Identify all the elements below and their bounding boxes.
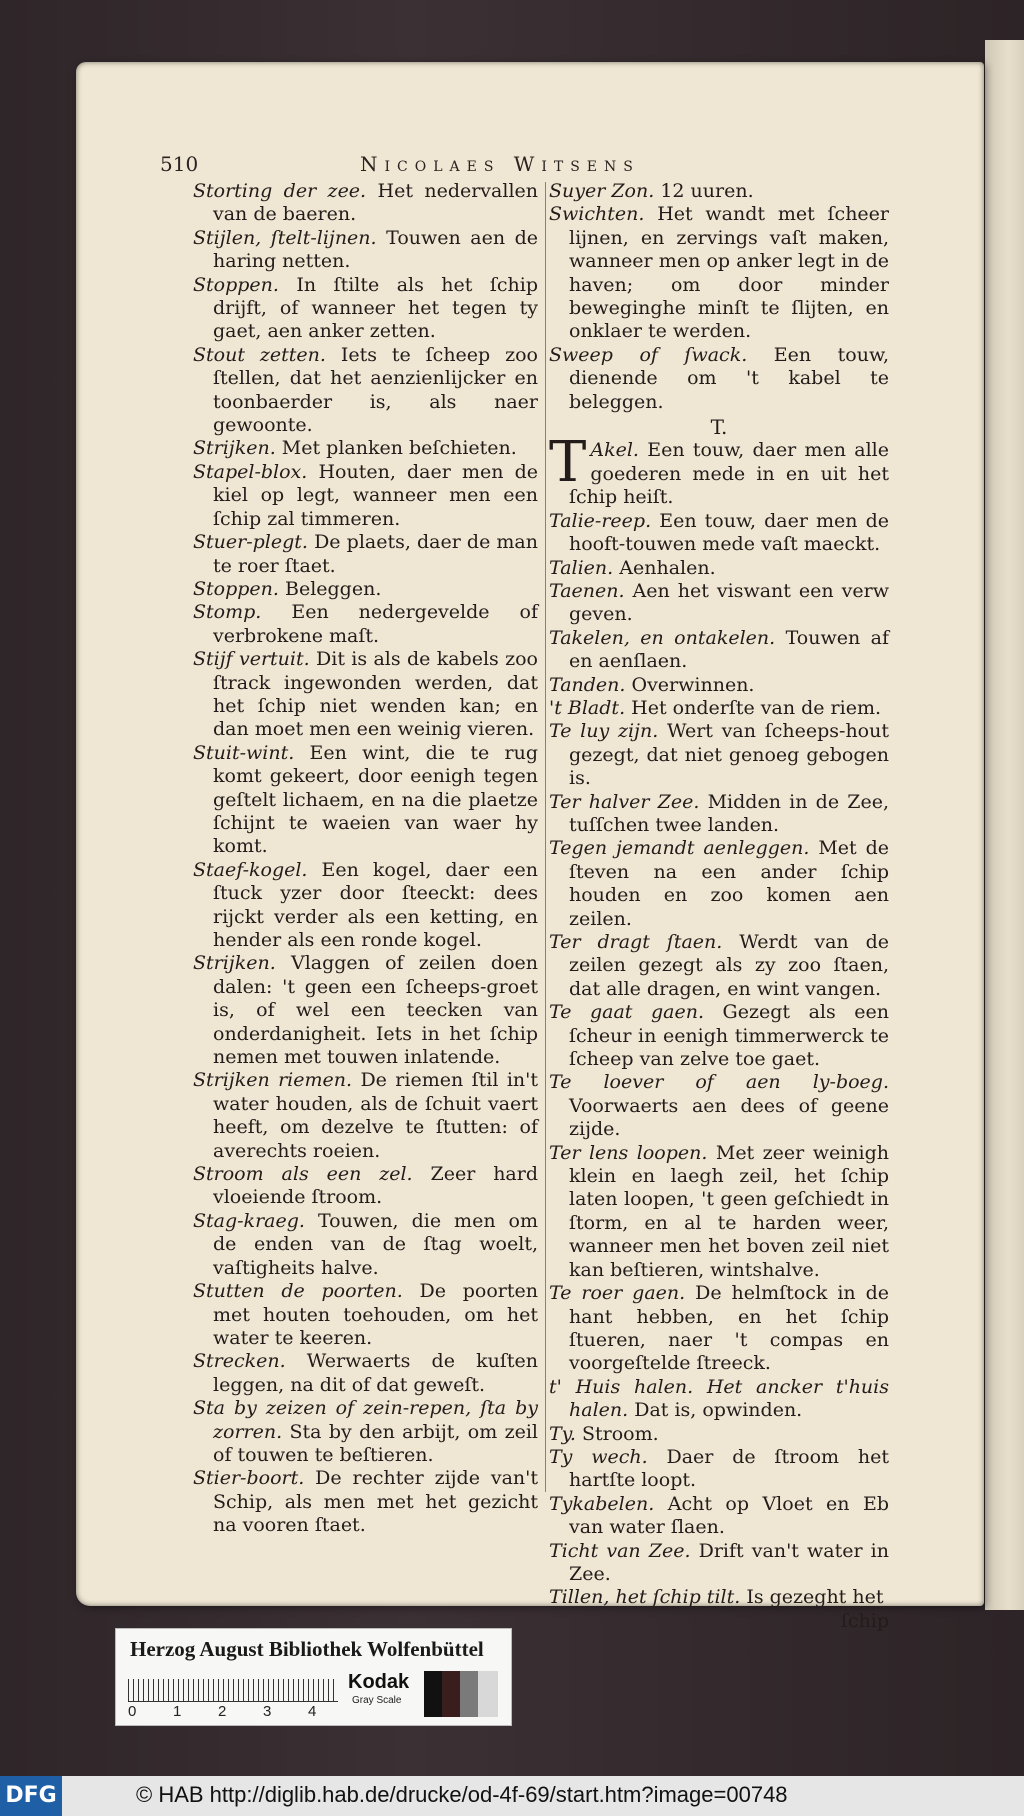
glossary-entry: Tillen, het ſchip tilt. Is gezeght het [549, 1586, 884, 1609]
kodak-logo: Kodak [348, 1671, 410, 1693]
color-calibration-card [115, 1628, 512, 1726]
glossary-entry: Te roer gaen. De helmſtock in de hant hebben, en het ſchip ſtueren, naer 't compas en voorgeſtelde ſtreeck. [549, 1282, 889, 1375]
page-header [160, 152, 750, 178]
facing-page-edge [985, 40, 1024, 1610]
glossary-entry: Tegen jemandt aenleggen. Met de ſteven na een ander ſchip houden en zoo komen aen zeilen. [549, 837, 890, 930]
ruler-label: 3 [263, 1703, 272, 1720]
glossary-entry: Strijken. Met planken beſchieten. [193, 437, 517, 460]
glossary-entry: Stuer-plegt. De plaets, daer de man te roer ſtaet. [193, 531, 538, 577]
glossary-entry-dropcap: T Akel. Een touw, daer men alle goederen mede in en uit het ſchip heiſt. [549, 430, 889, 509]
glossary-entry: Talie-reep. Een touw, daer men de hooft-touwen mede vaſt maeckt. [549, 509, 889, 556]
glossary-entry: Ty. Stroom. [549, 1422, 659, 1445]
ruler-label: 2 [218, 1703, 227, 1720]
footer-bar [0, 1776, 1024, 1816]
glossary-entry: Stoppen. Beleggen. [193, 577, 382, 600]
ruler-scale [128, 1673, 338, 1702]
gray-patch [460, 1671, 478, 1717]
gray-scale-label: Gray Scale [352, 1695, 402, 1706]
glossary-entry: Strijken. Vlaggen of zeilen doen dalen: 't geen een ſcheeps-groet is, of wel een teecken van onderdanigheit. Iets in het ſchip nemen met touwen inlatende. [193, 952, 538, 1069]
glossary-entry: 't Bladt. Het onderſte van de riem. [549, 696, 882, 719]
catchword: ſchip [840, 1609, 889, 1632]
glossary-entry: Stijlen, ſtelt-lijnen. Touwen aen de haring netten. [193, 226, 538, 273]
section-letter: T. [710, 415, 728, 440]
glossary-entry: Te loever of aen ly-boeg. Voorwaerts aen dees of geene zijde. [549, 1071, 889, 1141]
glossary-entry: Stuit-wint. Een wint, die te rug komt gekeert, door eenigh tegen geſtelt lichaem, en na die plaetze ſchijnt te waeien van waer hy komt. [193, 741, 539, 858]
glossary-entry: Stutten de poorten. De poorten met houten toehouden, om het water te keeren. [193, 1280, 538, 1349]
glossary-entry: Stapel-blox. Houten, daer men de kiel op legt, wanneer men een ſchip zal timmeren. [193, 460, 538, 530]
running-head: Nicolaes Witsens [360, 152, 640, 176]
ruler-label: 4 [308, 1703, 317, 1720]
glossary-entry: Te luy zijn. Wert van ſcheeps-hout gezegt, dat niet genoeg gebogen is. [549, 720, 889, 790]
glossary-entry: Takelen, en ontakelen. Touwen af en aenſlaen. [549, 626, 889, 673]
gray-patch [442, 1671, 460, 1717]
copyright-link[interactable]: © HAB http://diglib.hab.de/drucke/od-4f-69/start.htm?image=00748 [136, 1782, 788, 1807]
left-column [193, 180, 538, 1538]
dfg-logo: DFG [0, 1776, 62, 1816]
glossary-entry: Sweep of ſwack. Een touw, dienende om 't kabel te beleggen. [549, 343, 889, 413]
glossary-entry: Ter lens loopen. Met zeer weinigh klein en laegh zeil, het ſchip laten loopen, 't geen geſchiedt in ſtorm, en al te harden weer, wanneer men het boven zeil niet kan beſtieren, wintshalve. [549, 1141, 889, 1281]
glossary-entry: Ter dragt ſtaen. Werdt van de zeilen gezegt als zy zoo ſtaen, dat alle dragen, en wint vangen. [549, 931, 889, 1000]
glossary-entry: Stout zetten. Iets te ſcheep zoo ſtellen, dat het aenzienlijcker en toonbaerder is, als naer gewoonte. [193, 343, 538, 437]
glossary-entry: Sta by zeizen of zein-repen, ſta by zorren. Sta by den arbijt, om zeil of touwen te beſtieren. [193, 1397, 539, 1466]
glossary-entry: Stomp. Een nedergevelde of verbrokene maſt. [193, 601, 538, 647]
library-name: Herzog August Bibliothek Wolfenbüttel [130, 1637, 484, 1661]
glossary-entry: Stag-kraeg. Touwen, die men om de enden van de ſtag woelt, vaſtigheits halve. [193, 1209, 538, 1279]
glossary-entry: Stier-boort. De rechter zijde van't Schip, als men met het gezicht na vooren ſtaet. [193, 1467, 538, 1537]
glossary-entry: Swichten. Het wandt met ſcheer lijnen, en zervings vaſt maken, wanneer men op anker legt in de haven; om door minder beweginghe minſt te ſlijten, en onklaer te werden. [549, 203, 889, 343]
glossary-entry: Taenen. Aen het viswant een verw geven. [549, 579, 889, 626]
glossary-entry: Tanden. Overwinnen. [549, 673, 755, 696]
glossary-entry: Te gaat gaen. Gezegt als een ſcheur in eenigh timmerwerck te ſcheep van zelve toe gaet. [549, 1001, 889, 1071]
glossary-entry: Ter halver Zee. Midden in de Zee, tuſſchen twee landen. [549, 790, 889, 836]
glossary-entry: Suyer Zon. 12 uuren. [549, 180, 754, 202]
glossary-entry: Strecken. Werwaerts de kuſten leggen, na dit of dat geweſt. [193, 1350, 538, 1396]
page-number: 510 [160, 152, 199, 176]
glossary-entry: Ticht van Zee. Drift van't water in Zee. [549, 1539, 889, 1585]
ruler-label: 0 [128, 1703, 137, 1720]
drop-capital: T [549, 430, 587, 496]
column-divider [545, 182, 546, 1492]
glossary-entry: t' Huis halen. Het ancker t'huis halen. Dat is, opwinden. [549, 1375, 889, 1422]
glossary-entry: Stijf vertuit. Dit is als de kabels zoo ſtrack ingewonden werden, dat het ſchip niet wenden kan; en dan moet men een weinig vieren. [193, 648, 538, 741]
glossary-entry: Ty wech. Daer de ſtroom het hartſte loopt. [549, 1445, 889, 1492]
glossary-entry: Strijken riemen. De riemen ſtil in't water houden, als de ſchuit vaert heeft, om dezelve te ſtutten: of averechts roeien. [193, 1069, 538, 1162]
glossary-entry: Staef-kogel. Een kogel, daer een ſtuck yzer door ſteeckt: dees rijckt verder als een ketting, en hender als een ronde kogel. [193, 858, 538, 951]
glossary-entry: Stroom als een zel. Zeer hard vloeiende ſtroom. [193, 1163, 539, 1209]
glossary-entry: Talien. Aenhalen. [549, 556, 716, 579]
glossary-entry: Stoppen. In ſtilte als het ſchip drijft, of wanneer het tegen ty gaet, aen anker zetten. [193, 273, 538, 343]
glossary-entry: Tykabelen. Acht op Vloet en Eb van water ſlaen. [549, 1492, 889, 1539]
gray-patch [424, 1671, 442, 1717]
right-column [549, 180, 889, 1633]
glossary-entry: Storting der zee. Het nedervallen van de baeren. [193, 180, 539, 226]
gray-patch [478, 1671, 498, 1717]
ruler-label: 1 [173, 1703, 182, 1720]
